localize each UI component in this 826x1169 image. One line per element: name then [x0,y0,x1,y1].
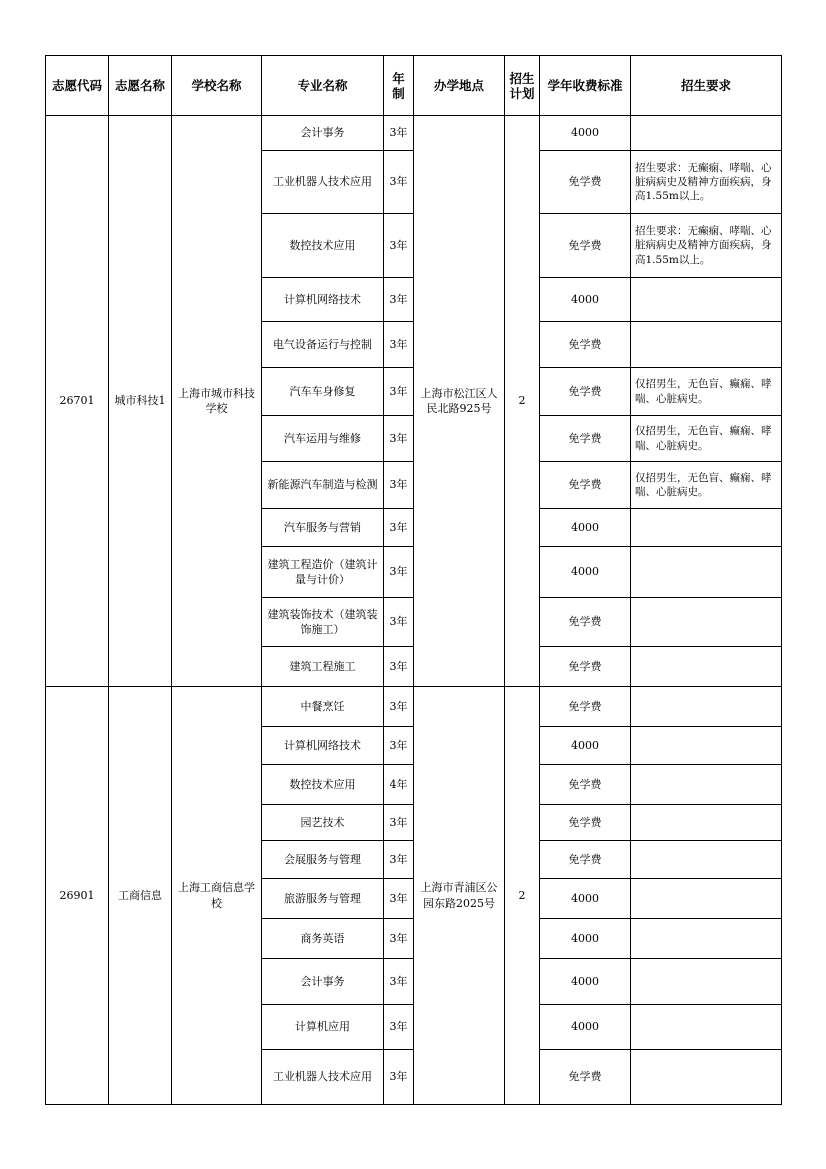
major-years: 3年 [384,416,414,462]
header-location: 办学地点 [414,56,505,116]
major-fee: 4000 [540,879,631,919]
major-name: 汽车服务与营销 [262,509,384,547]
major-fee: 免学费 [540,1050,631,1105]
group-location: 上海市青浦区公园东路2025号 [414,687,505,1105]
major-fee: 4000 [540,547,631,598]
major-name: 工业机器人技术应用 [262,151,384,214]
major-name: 建筑工程造价（建筑计量与计价） [262,547,384,598]
group-school: 上海工商信息学校 [172,687,262,1105]
major-requirements [631,116,782,151]
major-years: 3年 [384,879,414,919]
major-fee: 4000 [540,727,631,765]
major-years: 3年 [384,151,414,214]
group-location: 上海市松江区人民北路925号 [414,116,505,687]
major-fee: 4000 [540,278,631,322]
major-name: 工业机器人技术应用 [262,1050,384,1105]
major-fee: 4000 [540,509,631,547]
major-name: 旅游服务与管理 [262,879,384,919]
major-requirements [631,1005,782,1050]
group-code: 26701 [46,116,109,687]
major-name: 会展服务与管理 [262,841,384,879]
header-plan: 招生计划 [505,56,540,116]
major-fee: 免学费 [540,151,631,214]
major-name: 数控技术应用 [262,214,384,278]
major-fee: 4000 [540,116,631,151]
major-fee: 免学费 [540,598,631,647]
major-requirements [631,805,782,841]
group-plan: 2 [505,116,540,687]
group-code: 26901 [46,687,109,1105]
major-name: 园艺技术 [262,805,384,841]
major-years: 3年 [384,278,414,322]
major-requirements [631,727,782,765]
major-years: 3年 [384,1050,414,1105]
group-short-name: 工商信息 [109,687,172,1105]
major-requirements: 仅招男生，无色盲、癫痫、哮喘、心脏病史。 [631,416,782,462]
major-name: 会计事务 [262,959,384,1005]
table-row [46,116,782,151]
admission-table [45,55,782,1105]
major-years: 3年 [384,116,414,151]
major-fee: 免学费 [540,687,631,727]
header-fee: 学年收费标准 [540,56,631,116]
group-plan: 2 [505,687,540,1105]
major-requirements [631,278,782,322]
major-requirements [631,509,782,547]
major-name: 汽车车身修复 [262,368,384,416]
major-fee: 免学费 [540,462,631,509]
major-requirements [631,919,782,959]
major-requirements [631,687,782,727]
major-requirements: 仅招男生，无色盲、癫痫、哮喘、心脏病史。 [631,368,782,416]
header-school: 学校名称 [172,56,262,116]
major-years: 3年 [384,687,414,727]
major-name: 汽车运用与维修 [262,416,384,462]
header-major: 专业名称 [262,56,384,116]
header-years: 年制 [384,56,414,116]
major-years: 4年 [384,765,414,805]
major-requirements: 仅招男生，无色盲、癫痫、哮喘、心脏病史。 [631,462,782,509]
major-years: 3年 [384,509,414,547]
major-years: 3年 [384,727,414,765]
major-name: 商务英语 [262,919,384,959]
group-short-name: 城市科技1 [109,116,172,687]
table-row [46,687,782,727]
major-name: 计算机网络技术 [262,278,384,322]
major-years: 3年 [384,547,414,598]
major-name: 会计事务 [262,116,384,151]
header-requirements: 招生要求 [631,56,782,116]
major-requirements [631,765,782,805]
major-requirements [631,647,782,687]
major-requirements [631,547,782,598]
major-fee: 免学费 [540,368,631,416]
major-years: 3年 [384,647,414,687]
major-fee: 4000 [540,959,631,1005]
major-requirements [631,1050,782,1105]
major-requirements [631,598,782,647]
major-fee: 免学费 [540,322,631,368]
major-years: 3年 [384,1005,414,1050]
major-name: 建筑装饰技术（建筑装饰施工） [262,598,384,647]
major-requirements [631,879,782,919]
major-name: 建筑工程施工 [262,647,384,687]
major-fee: 4000 [540,919,631,959]
major-requirements: 招生要求：无癫痫、哮喘、心脏病病史及精神方面疾病，身高1.55m以上。 [631,151,782,214]
major-requirements [631,841,782,879]
major-years: 3年 [384,214,414,278]
major-requirements: 招生要求：无癫痫、哮喘、心脏病病史及精神方面疾病，身高1.55m以上。 [631,214,782,278]
major-years: 3年 [384,805,414,841]
major-fee: 免学费 [540,765,631,805]
major-fee: 4000 [540,1005,631,1050]
major-requirements [631,322,782,368]
major-years: 3年 [384,959,414,1005]
major-years: 3年 [384,322,414,368]
major-name: 电气设备运行与控制 [262,322,384,368]
major-fee: 免学费 [540,841,631,879]
major-years: 3年 [384,368,414,416]
major-fee: 免学费 [540,647,631,687]
major-years: 3年 [384,841,414,879]
major-fee: 免学费 [540,214,631,278]
major-years: 3年 [384,598,414,647]
header-row [46,56,782,116]
major-name: 中餐烹饪 [262,687,384,727]
major-name: 计算机网络技术 [262,727,384,765]
major-fee: 免学费 [540,416,631,462]
major-fee: 免学费 [540,805,631,841]
major-requirements [631,959,782,1005]
major-years: 3年 [384,462,414,509]
header-code: 志愿代码 [46,56,109,116]
major-years: 3年 [384,919,414,959]
header-short-name: 志愿名称 [109,56,172,116]
major-name: 计算机应用 [262,1005,384,1050]
group-school: 上海市城市科技学校 [172,116,262,687]
major-name: 新能源汽车制造与检测 [262,462,384,509]
major-name: 数控技术应用 [262,765,384,805]
